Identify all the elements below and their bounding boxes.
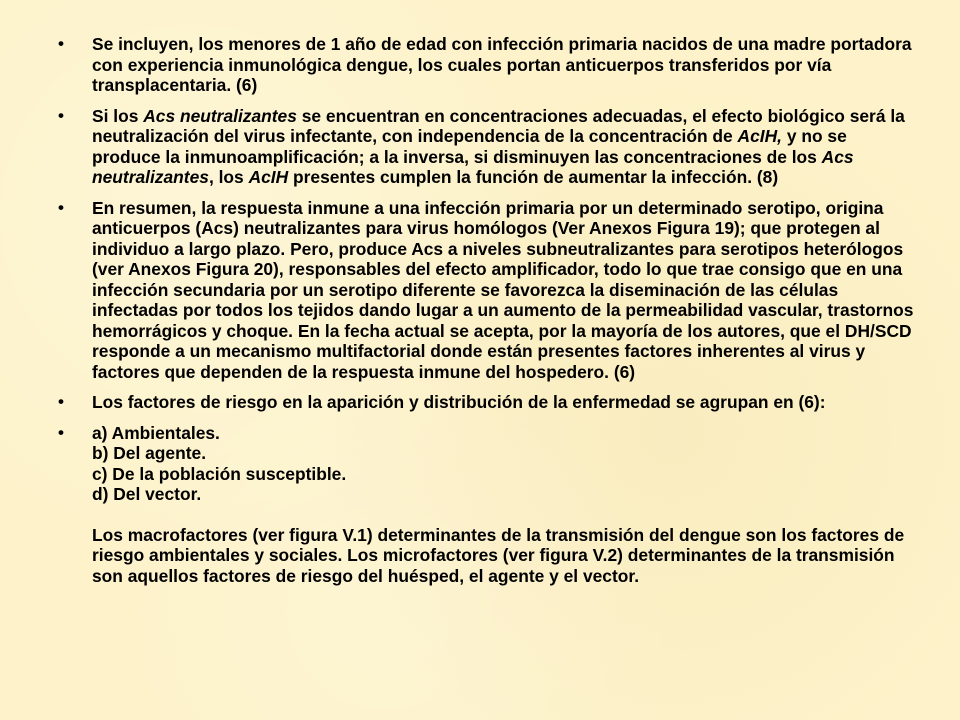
bullet-text: , los — [208, 167, 249, 187]
bullet-text: Los factores de riesgo en la aparición y distribución de la enfermedad se agrupan en (6): — [92, 392, 826, 412]
bullet-text-italic: AcIH, — [737, 126, 782, 146]
bullet-text: Si los — [92, 105, 144, 126]
bullet-icon: • — [58, 197, 64, 217]
bullet-text-italic: Acs neutralizantes — [92, 146, 854, 187]
list-item-poblacion: c) De la población susceptible. — [92, 463, 347, 484]
bullet-list — [58, 34, 920, 586]
bullet-text: se encuentran en concentraciones adecuadas, el efecto biológico será la neutralización del virus infectante, con independencia de la concentración de — [92, 105, 905, 146]
bullet-item-2 — [58, 106, 920, 188]
bullet-text: En resumen, la respuesta inmune a una infección primaria por un determinado serotipo, origina anticuerpos (Acs) neutralizantes para virus homólogos (Ver Anexos Figura 19); que protegen al individuo a largo plazo. Pero, produce Acs a niveles subneutralizantes para serotipos heterólogos (ver Anexos Figura 20), responsables del efecto amplificador, todo lo que trae consigo que en una infección secundaria por un serotipo diferente se favorezca la diseminación de las células infectadas por todos los tejidos dando lugar a un aumento de la permeabilidad vascular, trastornos hemorrágicos y choque. En la fecha actual se acepta, por la mayoría de los autores, que el DH/SCD responde a un mecanismo multifactorial donde están presentes factores inherentes al virus y factores que dependen de la respuesta inmune del hospedero. (6) — [92, 197, 914, 382]
bullet-item-1 — [58, 34, 920, 96]
bullet-icon: • — [58, 105, 64, 125]
spacer — [92, 505, 920, 525]
bullet-text: y no se produce la inmunoamplificación; a la inversa, si disminuyen las concentraciones de los — [92, 126, 847, 167]
bullet-text-italic: AcIH — [248, 167, 289, 187]
bullet-item-4 — [58, 392, 920, 413]
list-item-ambientales: a) Ambientales. — [92, 422, 220, 443]
list-item-vector: d) Del vector. — [92, 484, 202, 504]
bullet-icon: • — [58, 34, 64, 53]
bullet-icon: • — [58, 392, 64, 411]
list-item-agente: b) Del agente. — [92, 443, 207, 463]
bullet-text: Se incluyen, los menores de 1 año de edad con infección primaria nacidos de una madre portadora con experiencia inmunológica dengue, los cuales portan anticuerpos transferidos por vía transplacentaria. (6) — [92, 34, 912, 95]
bullet-text: presentes cumplen la función de aumentar la infección. (8) — [288, 167, 779, 187]
bullet-item-5 — [58, 423, 920, 587]
bullet-item-3 — [58, 198, 920, 383]
bullet-text-italic: Acs neutralizantes — [143, 105, 297, 126]
bullet-icon: • — [58, 422, 64, 442]
factors-paragraph: Los macrofactores (ver figura V.1) determinantes de la transmisión del dengue son los factores de riesgo ambientales y sociales. Los microfactores (ver figura V.2) determinantes de la transmisión son aquellos factores de riesgo del huésped, el agente y el vector. — [92, 524, 905, 586]
